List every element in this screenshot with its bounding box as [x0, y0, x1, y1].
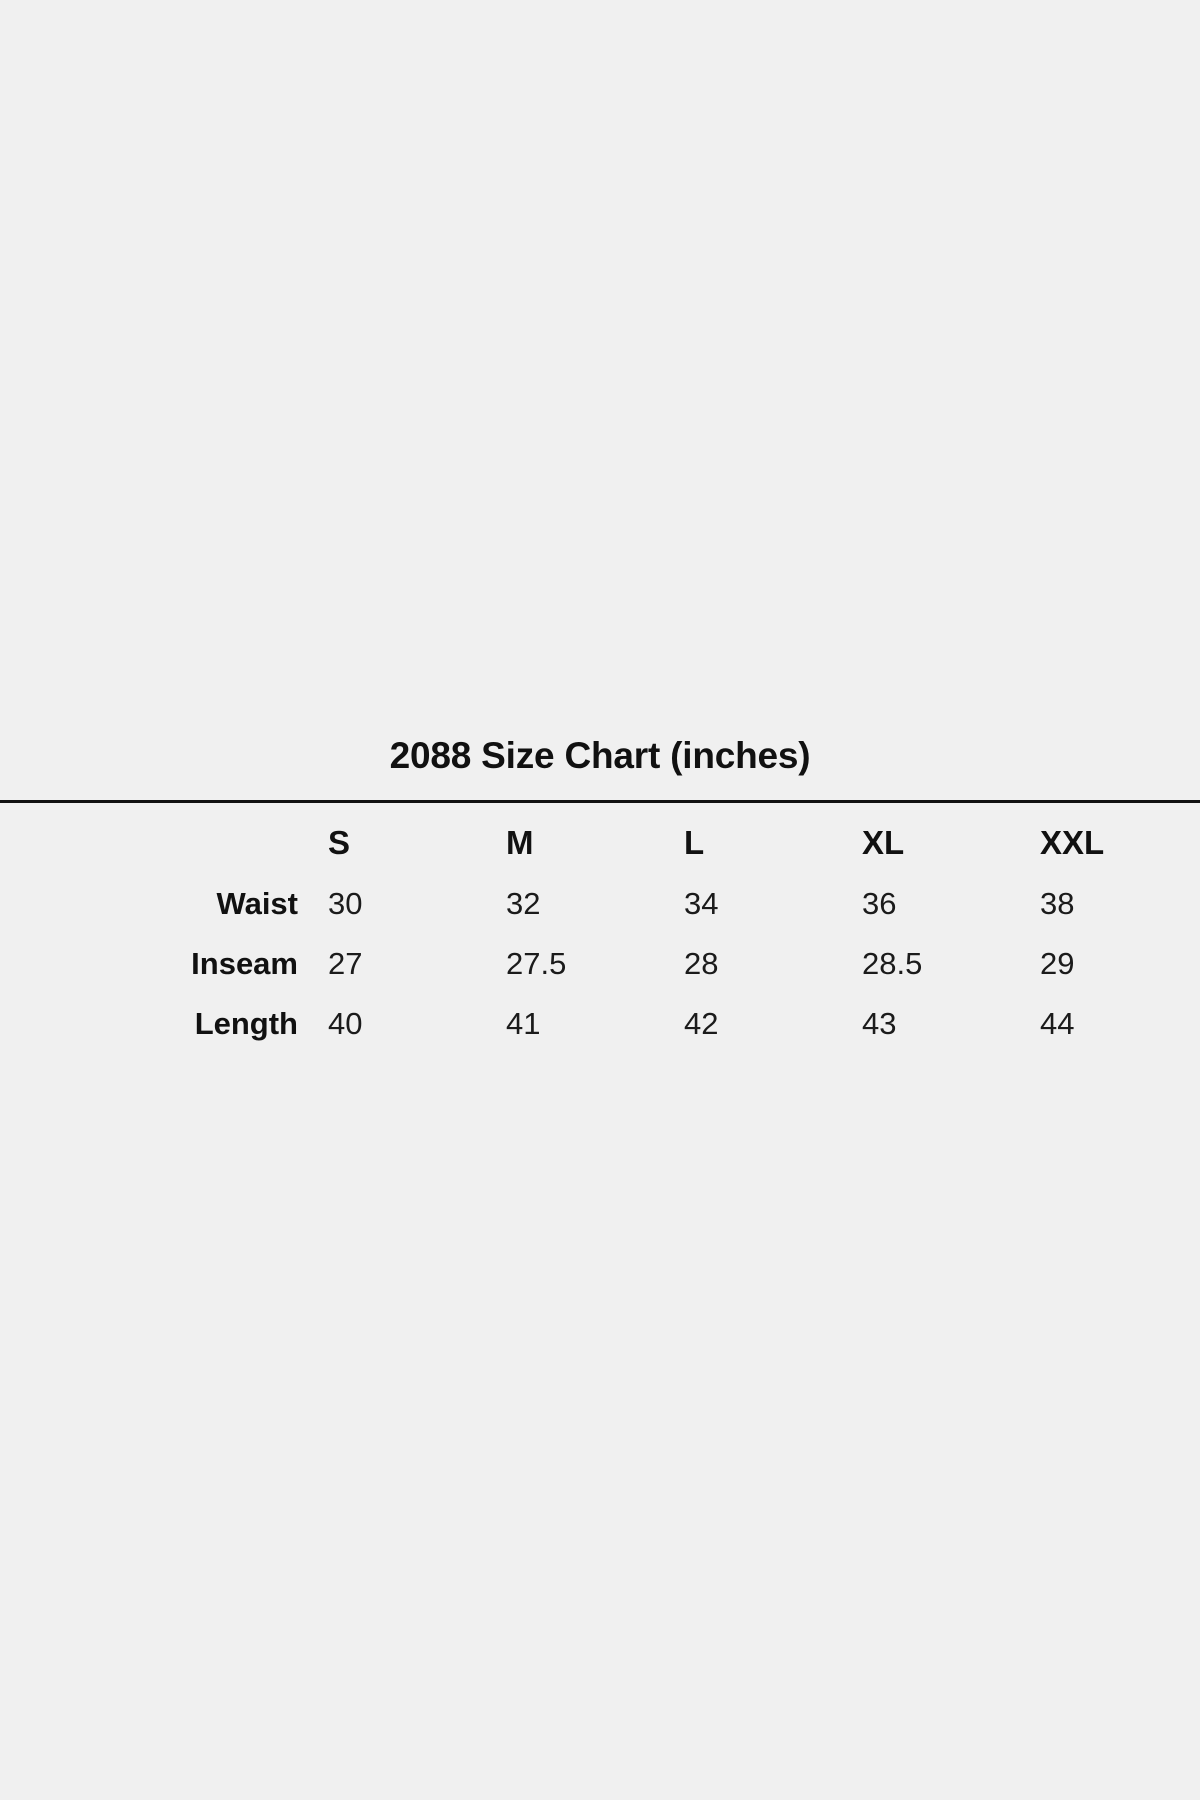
size-chart-table [0, 812, 1200, 1054]
column-header-measure [0, 812, 320, 874]
cell-inseam-m: 27.5 [506, 946, 567, 981]
column-header-s: S [328, 824, 351, 861]
cell-inseam-xxl: 29 [1040, 946, 1075, 981]
cell-waist-l: 34 [684, 886, 719, 921]
header-divider [0, 800, 1200, 803]
cell-waist-xxl: 38 [1040, 886, 1075, 921]
cell-length-xl: 43 [862, 1006, 897, 1041]
row-label-inseam: Inseam [191, 946, 298, 981]
row-label-length: Length [194, 1006, 298, 1041]
table-row [0, 934, 1200, 994]
cell-length-xxl: 44 [1040, 1006, 1075, 1041]
cell-inseam-l: 28 [684, 946, 719, 981]
cell-inseam-xl: 28.5 [862, 946, 923, 981]
cell-inseam-s: 27 [328, 946, 363, 981]
table-row [0, 874, 1200, 934]
cell-length-s: 40 [328, 1006, 363, 1041]
table-body [0, 874, 1200, 1054]
table-header [0, 812, 1200, 874]
cell-length-l: 42 [684, 1006, 719, 1041]
table-row [0, 994, 1200, 1054]
cell-waist-s: 30 [328, 886, 363, 921]
row-label-waist: Waist [216, 886, 298, 921]
column-header-l: L [684, 824, 705, 861]
cell-length-m: 41 [506, 1006, 541, 1041]
column-header-m: M [506, 824, 534, 861]
column-header-xxl: XXL [1040, 824, 1105, 861]
cell-waist-xl: 36 [862, 886, 897, 921]
column-header-xl: XL [862, 824, 905, 861]
chart-title: 2088 Size Chart (inches) [389, 735, 811, 776]
table-header-row [0, 812, 1200, 874]
cell-waist-m: 32 [506, 886, 541, 921]
